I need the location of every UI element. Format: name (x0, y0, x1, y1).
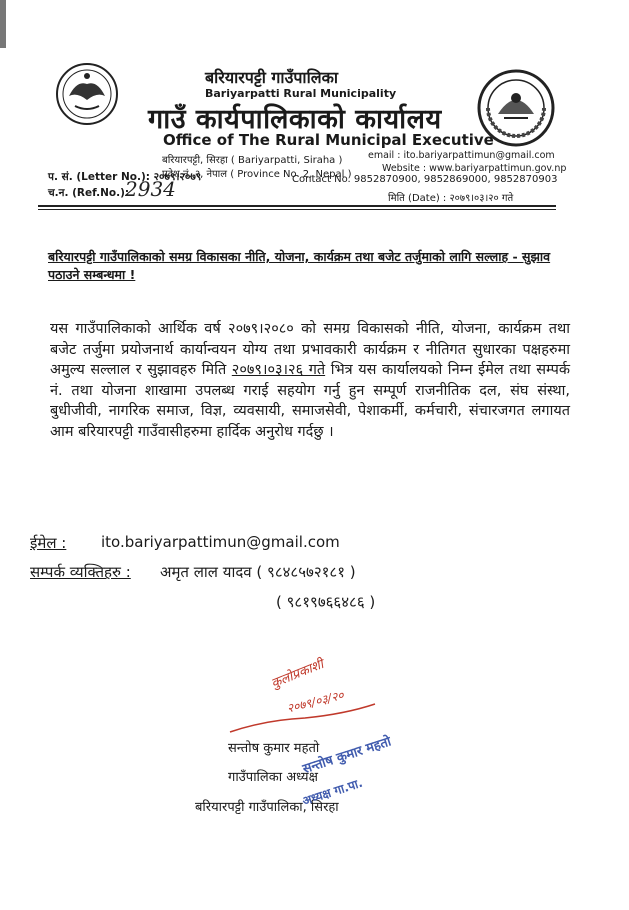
header-contact-numbers: Contact No. 9852870900, 9852869000, 9852870903 (292, 174, 558, 185)
signer-title: गाउँपालिका अध्यक्ष (228, 770, 318, 785)
office-title-english: Office of The Rural Municipal Executive (163, 131, 494, 149)
email-value: ito.bariyarpattimun@gmail.com (101, 533, 340, 551)
handwritten-signature: कुलोप्रकाशी (269, 657, 326, 692)
office-title-nepali: गाउँ कार्यपालिकाको कार्यालय (148, 104, 442, 135)
org-name-nepali: बरियारपट्टी गाउँपालिका (205, 68, 338, 87)
letter-date: मिति (Date) : २०७९।०३।२० गते (388, 193, 514, 204)
reference-number-label: च.न. (Ref.No.): (48, 187, 130, 199)
header-divider-thin (38, 209, 556, 210)
org-name-english: Bariyarpatti Rural Municipality (205, 87, 397, 100)
signer-organization: बरियारपट्टी गाउँपालिका, सिरहा (195, 800, 339, 815)
letter-number: प. सं. (Letter No.): २०७९।२०७९ (48, 171, 202, 183)
signer-name: सन्तोष कुमार महतो (228, 741, 320, 756)
contact-person-1: अमृत लाल यादव ( ९८४८५७२१८१ ) (160, 563, 356, 581)
letter-body (50, 319, 570, 442)
contact-persons-label: सम्पर्क व्यक्तिहरु : (30, 563, 131, 581)
letter-subject: बरियारपट्टी गाउँपालिकाको समग्र विकासका नीति, योजना, कार्यक्रम तथा बजेट तर्जुमाको लागि सल्लाह - सुझाव पठाउने सम्बन्धमा ! (48, 249, 551, 282)
email-label: ईमेल : (30, 534, 67, 552)
header-divider (38, 205, 556, 207)
official-stamp-title: अध्यक्ष गा.पा. (300, 775, 365, 809)
header-email: email : ito.bariyarpattimun@gmail.com (368, 150, 555, 161)
header-website: Website : www.bariyarpattimun.gov.np (382, 163, 567, 174)
address-line-2: प्रदेश नं. २, नेपाल ( Province No. 2, Nepal ) (162, 169, 352, 180)
deadline-date: २०७९।०३।२६ गते (231, 362, 326, 378)
official-stamp-name: सन्तोष कुमार महतो (300, 734, 394, 778)
handwritten-signature-date: २०७९/०३/२० (285, 687, 346, 716)
page-edge-shadow (0, 0, 6, 48)
address-line-1: बरियारपट्टी, सिरहा ( Bariyarpatti, Siraha ) (162, 155, 343, 166)
body-part-1: यस गाउँपालिकाको आर्थिक वर्ष २०७९।२०८० को समग्र विकासको नीति, योजना, कार्यक्रम तथा बजेट तर्जुमा प्रयोजनार्थ कार्यान्वयन योग्य तथा प्रभावकारी कार्यक्रम र नीतिगत सुधारका पक्षहरुमा अमुल्य सल्लाल र सुझावहरु मिति (50, 321, 570, 378)
contact-person-2: ( ९८१९७६६४८६ ) (276, 593, 376, 611)
nepal-emblem-icon (55, 62, 119, 126)
body-part-2: भित्र यस कार्यालयको निम्न ईमेल तथा सम्पर्क नं. तथा योजना शाखामा उपलब्ध गराई सहयोग गर्नु हुन सम्पूर्ण राजनीतिक दल, संघ संस्था, बुधीजीवी, नागरिक समाज, विज्ञ, व्यवसायी, समाजसेवी, पेशाकर्मी, कर्मचारी, संचारजगत लगायत आम बरियारपट्टी गाउँवासीहरुमा हार्दिक अनुरोध गर्दछु । (50, 362, 571, 440)
reference-number-handwritten: 2934 (125, 177, 176, 201)
